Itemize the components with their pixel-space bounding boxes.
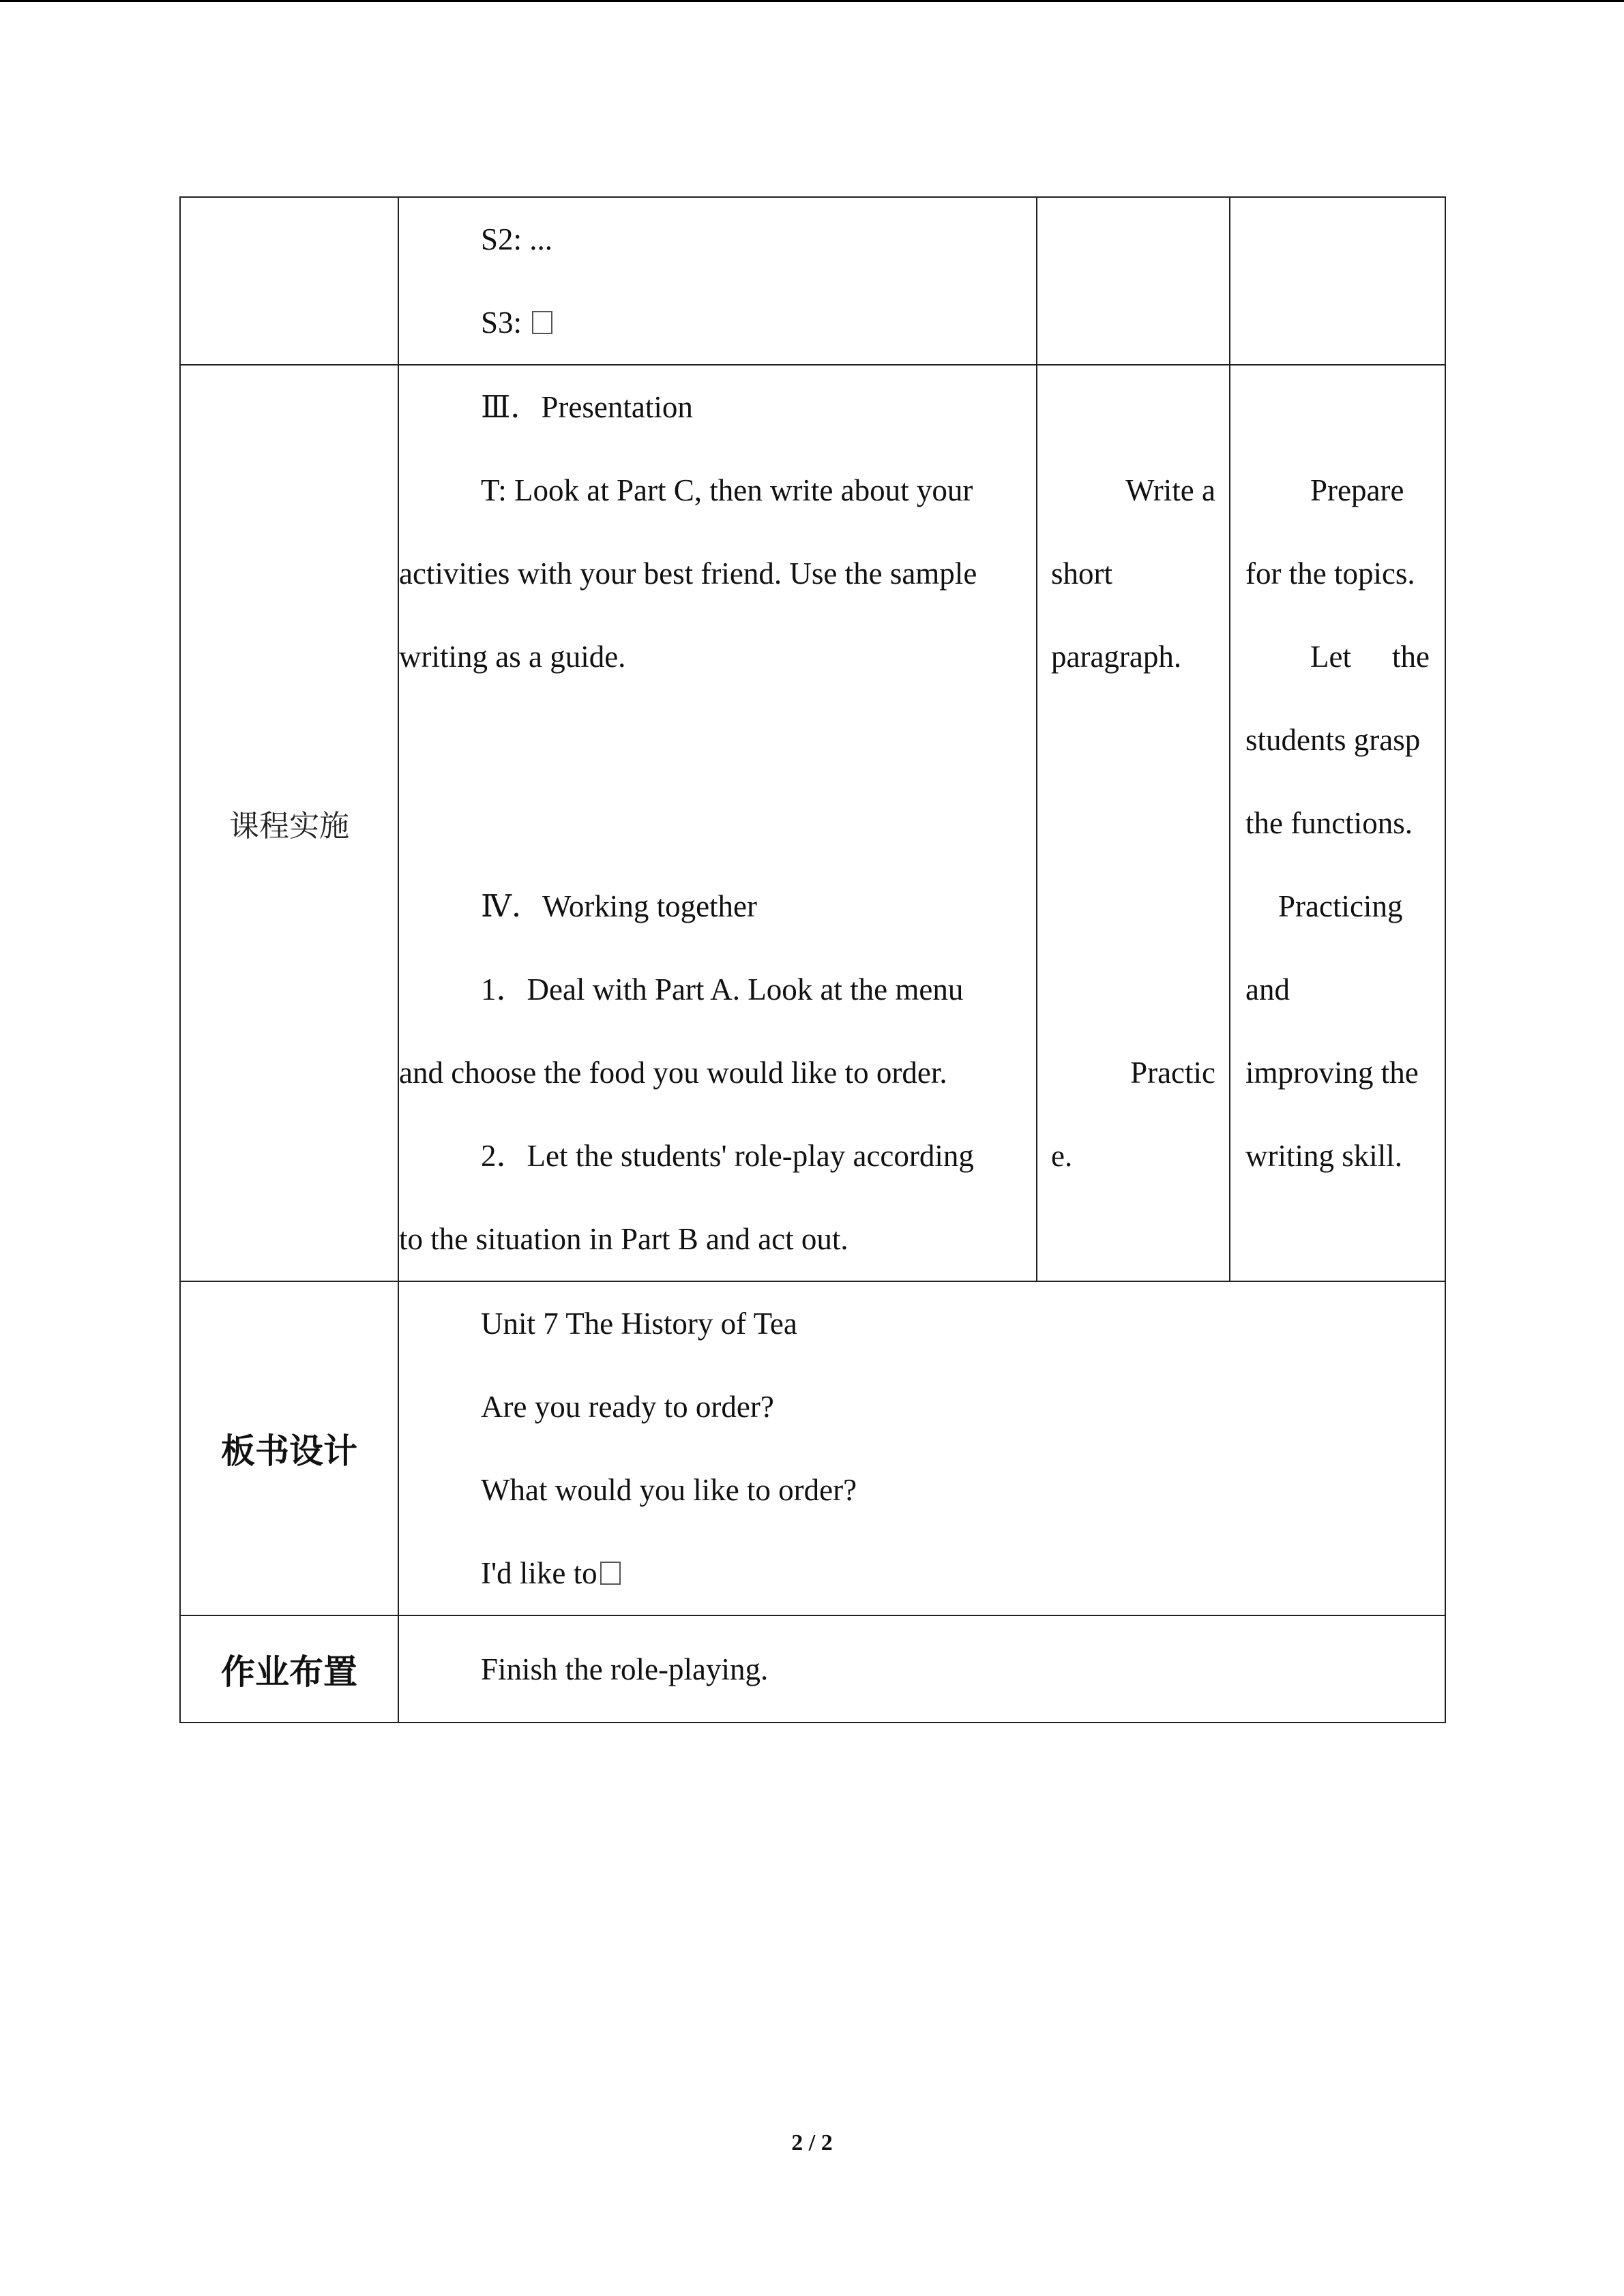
purpose-text: for the topics.	[1245, 556, 1415, 591]
spacer	[1245, 366, 1430, 449]
table-cell-board	[398, 1281, 1445, 1615]
purpose-text: Prepare	[1310, 473, 1404, 507]
placeholder-box-icon	[532, 311, 552, 334]
presentation-text: activities with your best friend. Use the sample	[399, 556, 977, 591]
row-label-board-design: 板书设计	[180, 1281, 398, 1615]
purpose-text: improving the	[1245, 1056, 1419, 1090]
page-number: 2 / 2	[791, 2130, 833, 2156]
purpose-text: Practicing	[1278, 889, 1403, 923]
board-line: I'd like to	[399, 1532, 1445, 1615]
table-row-continued	[180, 197, 1445, 365]
lesson-plan-table	[179, 196, 1446, 1723]
activity-text: paragraph.	[1051, 640, 1182, 674]
purpose-text: the functions.	[1245, 806, 1413, 840]
purpose-text: and	[1245, 972, 1290, 1007]
table-row-homework	[180, 1615, 1445, 1723]
step-text: to the situation in Part B and act out.	[399, 1222, 848, 1256]
purpose-text: students grasp	[1245, 723, 1421, 757]
board-line: Unit 7 The History of Tea	[481, 1307, 797, 1341]
table-cell-procedures	[398, 365, 1037, 1281]
dialogue-line-s2: S2: ...	[481, 222, 553, 256]
spacer	[1051, 865, 1215, 948]
spacer	[399, 698, 1036, 781]
presentation-heading: Ⅲ．Presentation	[481, 390, 693, 424]
row-label-homework: 作业布置	[180, 1615, 398, 1723]
table-cell-empty	[180, 197, 398, 365]
placeholder-box-icon	[600, 1562, 621, 1585]
table-cell-activities	[1037, 365, 1230, 1281]
step-text: and choose the food you would like to order.	[399, 1056, 947, 1090]
table-cell-dialogue	[398, 197, 1037, 365]
dialogue-line-s3: S3:	[399, 281, 1036, 364]
presentation-text: T: Look at Part C, then write about your	[481, 473, 973, 507]
board-line: What would you like to order?	[481, 1473, 857, 1507]
spacer	[1051, 366, 1215, 449]
activity-text: Practic	[1130, 1056, 1215, 1090]
spacer	[399, 781, 1036, 865]
working-heading: Ⅳ．Working together	[481, 889, 758, 923]
activity-text: Write a	[1125, 473, 1215, 507]
table-cell-empty	[1037, 197, 1230, 365]
activity-text: short	[1051, 556, 1112, 591]
activity-text: e.	[1051, 1139, 1073, 1173]
step-text: 2．Let the students' role-play according	[481, 1139, 974, 1173]
spacer	[1051, 948, 1215, 1031]
homework-text: Finish the role-playing.	[481, 1652, 769, 1686]
row-label-implementation: 课程实施	[180, 365, 398, 1281]
spacer	[1051, 781, 1215, 865]
step-text: 1．Deal with Part A. Look at the menu	[481, 972, 964, 1007]
spacer	[1051, 698, 1215, 781]
board-line: Are you ready to order?	[481, 1390, 774, 1424]
table-cell-empty	[1230, 197, 1445, 365]
presentation-text: writing as a guide.	[399, 640, 626, 674]
table-row-implementation	[180, 365, 1445, 1281]
table-cell-homework	[398, 1615, 1445, 1723]
purpose-text: writing skill.	[1245, 1139, 1403, 1173]
table-cell-purpose	[1230, 365, 1445, 1281]
purpose-text: Let the	[1310, 640, 1430, 674]
table-row-board	[180, 1281, 1445, 1615]
